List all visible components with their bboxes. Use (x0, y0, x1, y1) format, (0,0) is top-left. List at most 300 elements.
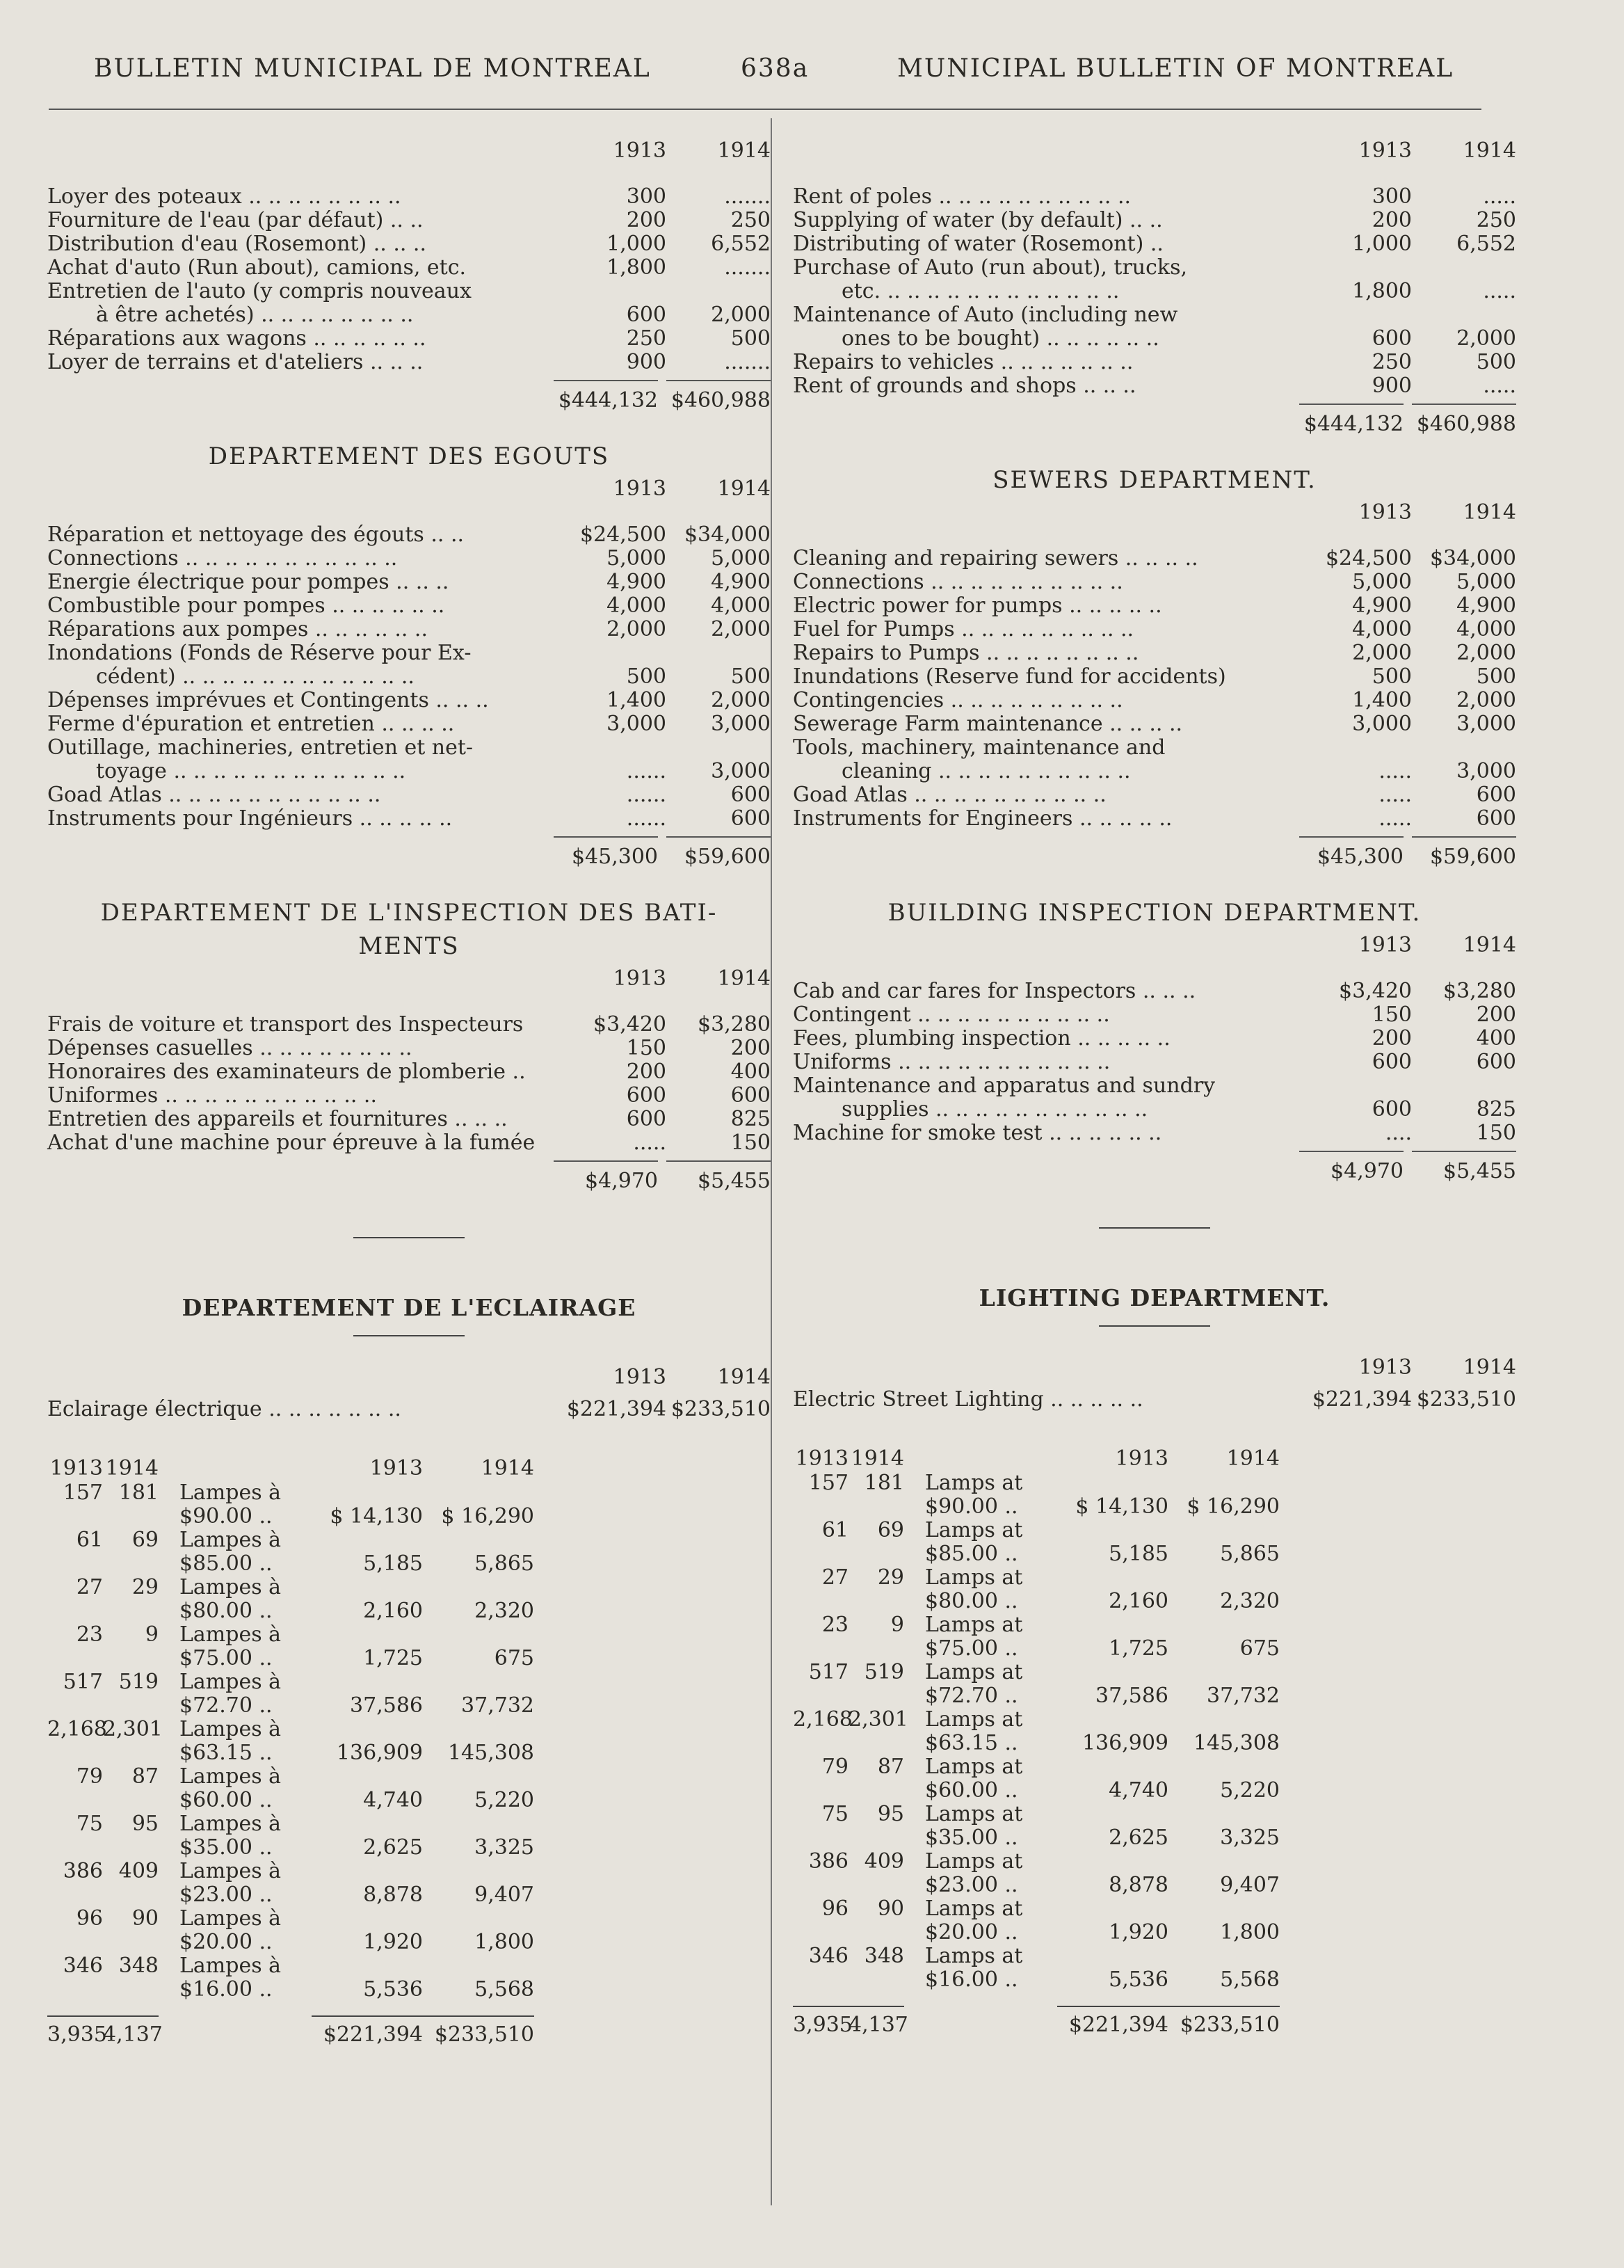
lamp-word: Lamps at (925, 1613, 1023, 1637)
budget-row (47, 280, 771, 303)
year-label: 1914 (1463, 138, 1516, 163)
value-1913: ...... (626, 783, 666, 807)
value-1913: 200 (626, 208, 666, 232)
section-total (47, 1160, 771, 1195)
value-1914: $34,000 (1429, 546, 1516, 570)
value-1914: 400 (730, 1060, 771, 1084)
value-1913: 600 (1372, 326, 1412, 351)
value-1914: 2,000 (1456, 641, 1516, 665)
lamp-totals (793, 2006, 1516, 2038)
year-label: 1913 (49, 1456, 103, 1480)
total-1913: $45,300 (554, 836, 658, 871)
header-rule (49, 109, 1481, 110)
lamp-row (47, 1812, 771, 1836)
budget-row (47, 303, 771, 327)
lamp-count-1914: 90 (877, 1896, 904, 1921)
year-header (793, 1355, 1516, 1381)
budget-row (793, 618, 1516, 641)
total-1914: $460,988 (666, 380, 771, 415)
value-1913: $221,394 (1312, 1387, 1412, 1412)
row-label: Uniforms .. .. .. .. .. .. .. .. .. .. .. (793, 1050, 1111, 1074)
lamp-price-row (793, 1921, 1516, 1944)
lamp-price-row (47, 1836, 771, 1860)
lamp-amount-1914: 5,220 (1220, 1778, 1280, 1803)
row-label: Fourniture de l'eau (par défaut) .. .. (47, 208, 424, 232)
budget-row (793, 665, 1516, 689)
spacer (849, 1826, 904, 1850)
budget-row (47, 594, 771, 618)
lamp-amount-1913: 2,625 (1109, 1826, 1168, 1850)
value-1914: 150 (1476, 1121, 1516, 1145)
spacer (849, 1874, 904, 1897)
lamp-amount-1913: 1,725 (363, 1646, 423, 1670)
lamp-word: Lampes à (179, 1670, 282, 1694)
value-1914: 3,000 (1456, 759, 1516, 783)
lamp-price: $16.00 .. (925, 1967, 1018, 1992)
spacer (849, 1921, 904, 1944)
lamp-amount-1913: 136,909 (336, 1741, 423, 1765)
lamp-amount-1913: 5,185 (1109, 1542, 1168, 1566)
value-1914: 250 (1476, 208, 1516, 232)
year-label: 1914 (105, 1456, 159, 1480)
lamp-price: $23.00 .. (179, 1883, 273, 1907)
value-1914: 5,000 (711, 546, 771, 570)
row-label: Goad Atlas .. .. .. .. .. .. .. .. .. .. .. (47, 783, 381, 807)
budget-row (793, 570, 1516, 594)
section-total (47, 836, 771, 871)
value-1913: 900 (1372, 374, 1412, 398)
english-column (793, 132, 1516, 2038)
row-label: Frais de voiture et transport des Inspecteurs (47, 1012, 524, 1037)
value-1913: 1,000 (1352, 232, 1412, 256)
lamp-amount-1914: 5,568 (1220, 1967, 1280, 1992)
budget-row (793, 256, 1516, 280)
lamp-price-row (793, 1732, 1516, 1755)
lamp-word: Lampes à (179, 1622, 282, 1647)
lamp-row (793, 1519, 1516, 1542)
lamp-amount-1913: 8,878 (1109, 1873, 1168, 1897)
value-1913: 150 (1372, 1003, 1412, 1027)
lamp-total-1914: $233,510 (1168, 2006, 1280, 2038)
budget-row (793, 807, 1516, 831)
lamp-row (793, 1755, 1516, 1779)
section-title: LIGHTING DEPARTMENT. (979, 1284, 1330, 1311)
value-1914: 4,900 (1456, 593, 1516, 618)
header-left: BULLETIN MUNICIPAL DE MONTREAL (94, 54, 651, 83)
budget-row (47, 689, 771, 712)
lamp-price: $35.00 .. (925, 1826, 1018, 1850)
budget-row (793, 1074, 1516, 1098)
lamp-row (47, 1623, 771, 1647)
year-label: 1913 (613, 966, 666, 991)
lamp-price: $80.00 .. (179, 1599, 273, 1623)
value-1913: $24,500 (1325, 546, 1412, 570)
year-header (47, 138, 771, 164)
budget-row (47, 523, 771, 547)
year-header (793, 138, 1516, 164)
lamp-price: $75.00 .. (925, 1636, 1018, 1661)
lamp-price: $80.00 .. (925, 1589, 1018, 1613)
row-label: Inondations (Fonds de Réserve pour Ex- (47, 641, 472, 665)
spacer (849, 1684, 904, 1708)
value-1914: 500 (1476, 664, 1516, 689)
value-1914: $34,000 (684, 522, 771, 547)
spacer (103, 1694, 159, 1718)
row-label: Dépenses imprévues et Contingents .. .. .. (47, 688, 489, 712)
value-1914: ....... (724, 350, 771, 374)
lamp-row (793, 1897, 1516, 1921)
row-label: Réparation et nettoyage des égouts .. .. (47, 522, 465, 547)
budget-row (793, 736, 1516, 760)
lamp-count-1913: 75 (821, 1802, 849, 1826)
value-1913: $3,420 (1339, 979, 1412, 1003)
lamp-count-1914: 519 (118, 1670, 159, 1694)
row-label: Supplying of water (by default) .. .. (793, 208, 1163, 232)
budget-row (793, 1003, 1516, 1027)
lamp-count-1913: 517 (808, 1660, 849, 1684)
lamp-count-1913: 27 (821, 1565, 849, 1590)
lamp-row (793, 1803, 1516, 1826)
total-1914: $5,455 (1412, 1151, 1516, 1185)
lamp-word: Lamps at (925, 1471, 1023, 1495)
lamp-amount-1914: 5,568 (474, 1977, 534, 2002)
lamp-count-1913: 517 (63, 1670, 103, 1694)
spacer (47, 1978, 103, 2002)
lamp-amount-1914: 37,732 (1207, 1684, 1280, 1708)
spacer (793, 1542, 849, 1566)
lamp-word: Lamps at (925, 1944, 1023, 1968)
year-label: 1913 (1358, 1355, 1412, 1380)
lamp-word: Lamps at (925, 1660, 1023, 1684)
spacer (103, 1883, 159, 1907)
row-label: Connections .. .. .. .. .. .. .. .. .. .. .. (47, 546, 398, 570)
lamp-count-1913: 27 (76, 1575, 103, 1599)
lamp-row (47, 1860, 771, 1883)
lamp-amount-1914: 9,407 (1220, 1873, 1280, 1897)
value-1914: 3,000 (711, 712, 771, 736)
lamp-amount-1914: 675 (494, 1646, 534, 1670)
row-label: Tools, machinery, maintenance and (793, 735, 1166, 760)
value-1914: $3,280 (1443, 979, 1516, 1003)
value-1914: 200 (730, 1036, 771, 1060)
value-1913: 4,000 (1352, 617, 1412, 641)
row-label: Sewerage Farm maintenance .. .. .. .. (793, 712, 1183, 736)
row-label: Electric Street Lighting .. .. .. .. .. (793, 1387, 1143, 1412)
lamp-price-row (793, 1495, 1516, 1519)
row-label: Honoraires des examinateurs de plomberie .. (47, 1060, 526, 1084)
row-label: etc. .. .. .. .. .. .. .. .. .. .. .. .. (842, 279, 1120, 303)
lamp-amount-1913: 136,909 (1082, 1731, 1168, 1755)
value-1913: 3,000 (1352, 712, 1412, 736)
lamp-count-1913: 75 (76, 1812, 103, 1836)
value-1914: 2,000 (1456, 326, 1516, 351)
value-1913: 1,400 (606, 688, 666, 712)
row-label: Loyer de terrains et d'ateliers .. .. .. (47, 350, 424, 374)
lamp-count-1913: 79 (76, 1764, 103, 1789)
row-label: Instruments pour Ingénieurs .. .. .. .. .. (47, 806, 453, 831)
row-label: Contingent .. .. .. .. .. .. .. .. .. .. (793, 1003, 1110, 1027)
row-label: Distribution d'eau (Rosemont) .. .. .. (47, 232, 426, 256)
row-label: Energie électrique pour pompes .. .. .. (47, 570, 449, 594)
lamp-price: $63.15 .. (179, 1741, 273, 1765)
lamp-price-row (47, 1647, 771, 1670)
value-1913: .... (1385, 1121, 1412, 1145)
spacer (849, 1590, 904, 1613)
value-1914: 2,000 (1456, 688, 1516, 712)
budget-row (47, 1037, 771, 1060)
total-1913: $4,970 (1299, 1151, 1404, 1185)
value-1914: 500 (730, 326, 771, 351)
lamp-amount-1914: 1,800 (1220, 1920, 1280, 1944)
lamp-amount-1914: 5,220 (474, 1788, 534, 1812)
row-label: Instruments for Engineers .. .. .. .. .. (793, 806, 1173, 831)
value-1913: ..... (1378, 759, 1412, 783)
spacer (159, 2015, 312, 2047)
lamp-count-1914: 29 (131, 1575, 159, 1599)
row-label: Distributing of water (Rosemont) .. (793, 232, 1164, 256)
divider (353, 1335, 465, 1336)
spacer (47, 1552, 103, 1576)
lamp-price: $23.00 .. (925, 1873, 1018, 1897)
lamp-amount-1913: $ 14,130 (1075, 1494, 1168, 1519)
spacer (103, 1505, 159, 1528)
row-label: Fuel for Pumps .. .. .. .. .. .. .. .. .. (793, 617, 1134, 641)
section-title: DEPARTEMENT DE L'INSPECTION DES BATI- (100, 899, 718, 927)
lamp-amount-1914: 37,732 (461, 1693, 534, 1718)
year-label: 1914 (717, 966, 771, 991)
row-label: Loyer des poteaux .. .. .. .. .. .. .. .. (47, 184, 401, 209)
row-label: Achat d'auto (Run about), camions, etc. (47, 255, 467, 280)
lamp-row (47, 1718, 771, 1741)
budget-row (793, 980, 1516, 1003)
row-label: Contingencies .. .. .. .. .. .. .. .. .. (793, 688, 1123, 712)
budget-row (47, 1108, 771, 1131)
spacer (904, 2006, 1057, 2038)
value-1914: 4,000 (1456, 617, 1516, 641)
value-1914: 500 (730, 664, 771, 689)
row-label: Réparations aux wagons .. .. .. .. .. .. (47, 326, 426, 351)
row-label: Repairs to vehicles .. .. .. .. .. .. .. (793, 350, 1134, 374)
spacer (849, 1968, 904, 1992)
budget-row (47, 547, 771, 570)
value-1913: 2,000 (606, 617, 666, 641)
lamp-count-1914: 181 (118, 1480, 159, 1505)
lamp-count-1913: 386 (63, 1859, 103, 1883)
lamp-year-header (793, 1446, 1516, 1471)
spacer (47, 1694, 103, 1718)
value-1913: ..... (1378, 806, 1412, 831)
value-1913: $3,420 (593, 1012, 666, 1037)
lamp-amount-1913: 4,740 (1109, 1778, 1168, 1803)
lamp-count-1913: 96 (821, 1896, 849, 1921)
budget-row (793, 303, 1516, 327)
lamp-price-row (47, 1883, 771, 1907)
spacer (47, 1789, 103, 1812)
value-1914: 2,000 (711, 303, 771, 327)
lamp-count-1913: 2,168 (47, 1717, 107, 1741)
lamp-row (47, 1954, 771, 1978)
lamp-price-row (47, 1505, 771, 1528)
spacer (47, 1931, 103, 1954)
spacer (793, 1826, 849, 1850)
lamp-row (793, 1661, 1516, 1684)
value-1914: $3,280 (698, 1012, 771, 1037)
lamp-count-1914: 87 (131, 1764, 159, 1789)
value-1914: 600 (730, 1083, 771, 1108)
value-1914: 250 (730, 208, 771, 232)
spacer (793, 1921, 849, 1944)
value-1913: 1,800 (1352, 279, 1412, 303)
budget-row (47, 351, 771, 374)
value-1913: 4,000 (606, 593, 666, 618)
lamp-count-1913: 157 (808, 1471, 849, 1495)
lamp-amount-1914: 9,407 (474, 1883, 534, 1907)
budget-row (47, 1013, 771, 1037)
lamp-price: $90.00 .. (179, 1504, 273, 1528)
row-label: Eclairage électrique .. .. .. .. .. .. .. (47, 1397, 401, 1421)
spacer (159, 1456, 312, 1481)
spacer (793, 1874, 849, 1897)
lamp-amount-1914: 5,865 (1220, 1542, 1280, 1566)
budget-row (47, 570, 771, 594)
lamp-price-row (793, 1590, 1516, 1613)
year-label: 1913 (1358, 138, 1412, 163)
lamp-amount-1913: 5,536 (363, 1977, 423, 2002)
section-title: SEWERS DEPARTMENT. (992, 466, 1317, 494)
value-1913: 500 (626, 664, 666, 689)
lamp-word: Lampes à (179, 1859, 282, 1883)
spacer (47, 1836, 103, 1860)
spacer (103, 1741, 159, 1765)
lamp-count-1914: 9 (145, 1622, 159, 1647)
row-label: Ferme d'épuration et entretien .. .. .. .. (47, 712, 455, 736)
budget-row (793, 1051, 1516, 1074)
lamp-total-count-1913: 3,935 (793, 2006, 849, 2038)
value-1914: $233,510 (1416, 1387, 1516, 1412)
lamp-price: $20.00 .. (925, 1920, 1018, 1944)
lamp-count-1913: 79 (821, 1755, 849, 1779)
row-label: Connections .. .. .. .. .. .. .. .. .. .. (793, 570, 1123, 594)
lamp-count-1914: 2,301 (103, 1717, 163, 1741)
value-1914: 400 (1476, 1026, 1516, 1051)
lamp-count-1914: 348 (864, 1944, 904, 1968)
total-1914: $59,600 (1412, 836, 1516, 871)
value-1914: 6,552 (1456, 232, 1516, 256)
lamp-word: Lampes à (179, 1717, 282, 1741)
lamp-price: $63.15 .. (925, 1731, 1018, 1755)
lamp-count-1914: 9 (890, 1613, 904, 1637)
spacer (47, 1883, 103, 1907)
lamp-amount-1914: 145,308 (1193, 1731, 1280, 1755)
year-label: 1913 (613, 138, 666, 163)
spacer (47, 1741, 103, 1765)
lamp-word: Lamps at (925, 1755, 1023, 1779)
lamp-price-row (793, 1968, 1516, 1992)
budget-row (47, 641, 771, 665)
lamp-amount-1914: 5,865 (474, 1551, 534, 1576)
value-1913: ...... (626, 759, 666, 783)
row-label: Rent of poles .. .. .. .. .. .. .. .. .. .. (793, 184, 1132, 209)
budget-row (47, 185, 771, 209)
lamp-row (793, 1566, 1516, 1590)
row-label: Achat d'une machine pour épreuve à la fumée (47, 1131, 536, 1155)
section-title: BUILDING INSPECTION DEPARTMENT. (887, 899, 1422, 927)
lamp-count-1914: 519 (864, 1660, 904, 1684)
row-label: supplies .. .. .. .. .. .. .. .. .. .. .. (842, 1097, 1148, 1121)
value-1914: 500 (1476, 350, 1516, 374)
row-label: cédent) .. .. .. .. .. .. .. .. .. .. .. .. (96, 664, 415, 689)
lamp-total-1914: $233,510 (423, 2015, 534, 2047)
lamp-amount-1914: 675 (1239, 1636, 1280, 1661)
year-label: 1914 (717, 1365, 771, 1389)
spacer (47, 1599, 103, 1623)
value-1914: 6,552 (711, 232, 771, 256)
total-1913: $4,970 (554, 1160, 658, 1195)
value-1913: 250 (626, 326, 666, 351)
value-1913: 900 (626, 350, 666, 374)
lamp-price: $90.00 .. (925, 1494, 1018, 1519)
lamp-amount-1913: $ 14,130 (330, 1504, 423, 1528)
lamp-row (793, 1944, 1516, 1968)
value-1914: 200 (1476, 1003, 1516, 1027)
spacer (793, 1637, 849, 1661)
lamp-word: Lamps at (925, 1518, 1023, 1542)
lamp-totals (47, 2015, 771, 2047)
budget-row (47, 736, 771, 760)
budget-row (47, 1060, 771, 1084)
spacer (103, 1836, 159, 1860)
year-label: 1914 (1463, 1355, 1516, 1380)
lamp-count-1913: 96 (76, 1906, 103, 1931)
spacer (904, 1446, 1057, 1471)
row-label: Electric power for pumps .. .. .. .. .. (793, 593, 1162, 618)
lamp-amount-1913: 2,160 (363, 1599, 423, 1623)
lamp-row (793, 1471, 1516, 1495)
year-label: 1914 (1226, 1446, 1280, 1471)
lamp-word: Lampes à (179, 1764, 282, 1789)
lamp-total-count-1913: 3,935 (47, 2015, 103, 2047)
value-1914: 2,000 (711, 617, 771, 641)
lamp-count-1913: 346 (63, 1954, 103, 1978)
lamp-amount-1913: 37,586 (1095, 1684, 1168, 1708)
spacer (47, 1505, 103, 1528)
budget-row (47, 1131, 771, 1155)
year-label: 1913 (369, 1456, 423, 1480)
value-1914: 3,000 (711, 759, 771, 783)
value-1913: 600 (626, 1107, 666, 1131)
value-1913: 600 (626, 1083, 666, 1108)
spacer (103, 1789, 159, 1812)
spacer (103, 1552, 159, 1576)
lamp-amount-1913: 2,160 (1109, 1589, 1168, 1613)
total-1914: $5,455 (666, 1160, 771, 1195)
lamp-amount-1914: $ 16,290 (441, 1504, 534, 1528)
value-1913: 250 (1372, 350, 1412, 374)
lamp-amount-1914: 2,320 (1220, 1589, 1280, 1613)
year-label: 1914 (717, 477, 771, 501)
lamp-price-row (793, 1542, 1516, 1566)
section-title-cont: MENTS (358, 932, 460, 960)
row-label: Fees, plumbing inspection .. .. .. .. .. (793, 1026, 1171, 1051)
budget-row (47, 665, 771, 689)
budget-row (47, 807, 771, 831)
lamp-price: $16.00 .. (179, 1977, 273, 2002)
lamp-count-1913: 23 (821, 1613, 849, 1637)
lamp-amount-1913: 1,725 (1109, 1636, 1168, 1661)
column-divider (771, 118, 772, 2205)
spacer (849, 1732, 904, 1755)
lamp-amount-1913: 4,740 (363, 1788, 423, 1812)
